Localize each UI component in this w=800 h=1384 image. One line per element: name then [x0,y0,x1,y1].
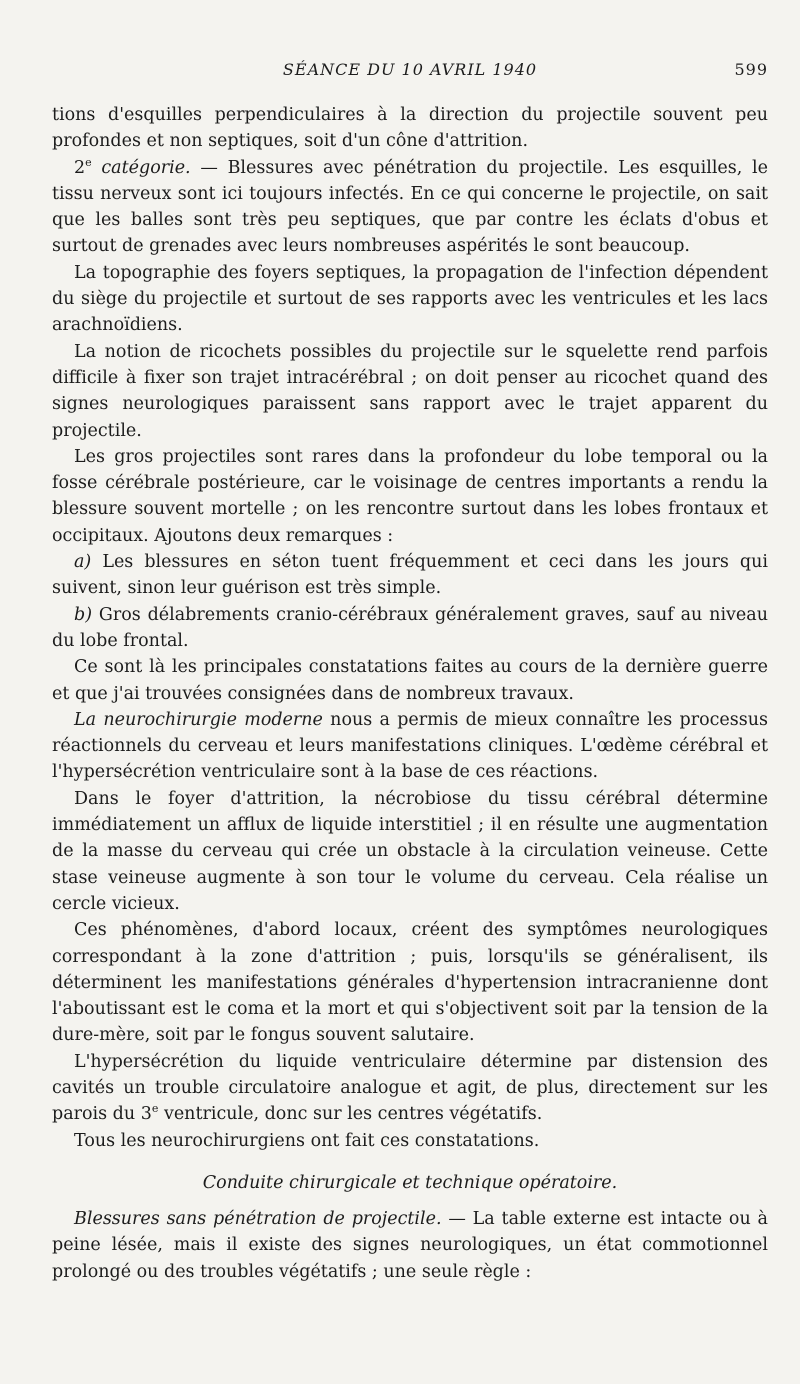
paragraph-topographie: La topographie des foyers septiques, la propagation de l'infection dépendent du siège du projectile et surtout de ses rapports avec les ventricules et les lacs arachnoïdiens. [52,262,768,336]
paragraph-category-2: 2e catégorie. — Blessures avec pénétration du projectile. Les esquilles, le tissu nerveux sont ici toujours infectés. En ce qui concerne le projectile, on sait que les balles sont très peu septiques, que par contre les éclats d'obus et surtout de grenades avec leurs nombreuses aspérités le sont beaucoup. [52,155,768,257]
paragraph-continuation: tions d'esquilles perpendiculaires à la direction du projectile souvent peu profondes et non septiques, soit d'un cône d'attrition. [52,105,768,152]
paragraph-phenomenes: Ces phénomènes, d'abord locaux, créent des symptômes neurologiques correspondant à la zone d'attrition ; puis, lorsqu'ils se généralisent, ils déterminent les manifestations générales d'hypertension intracranienne dont l'aboutissant est le coma et la mort et qui s'objectivent soit par la tension de la dure-mère, soit par le fongus souvent salutaire. [52,920,768,1046]
page [52,60,768,1285]
list-item-b: b) Gros délabrements cranio-cérébraux généralement graves, sauf au niveau du lobe frontal. [52,604,768,651]
paragraph-sans-penetration: Blessures sans pénétration de projectile. — La table externe est intacte ou à peine lésée, mais il existe des signes neurologiques, un état commotionnel prolongé ou des troubles végétatifs ; une seule règle : [52,1209,768,1282]
paragraph-neurochirurgiens: Tous les neurochirurgiens ont fait ces constatations. [74,1130,540,1151]
paragraph-foyer: Dans le foyer d'attrition, la nécrobiose du tissu cérébral détermine immédiatement un afflux de liquide interstitiel ; il en résulte une augmentation de la masse du cerveau qui crée un obstacle à la circulation veineuse. Cette stase veineuse augmente à son tour le volume du cerveau. Cela réalise un cercle vicieux. [52,788,768,914]
list-item-a: a) Les blessures en séton tuent fréquemment et ceci dans les jours qui suivent, sinon leur guérison est très simple. [52,552,768,599]
paragraph-hypersecretion: L'hypersécrétion du liquide ventriculaire détermine par distension des cavités un trouble circulatoire analogue et agit, de plus, directement sur les parois du 3e ventricule, donc sur les centres végétatifs. [52,1051,768,1125]
paragraph-constatations: Ce sont là les principales constatations faites au cours de la dernière guerre et que j'ai trouvées consignées dans de nombreux travaux. [52,657,768,704]
section-subheading: Conduite chirurgicale et technique opératoire. [202,1172,618,1193]
page-number: 599 [734,60,768,79]
running-title: SÉANCE DU 10 AVRIL 1940 [282,60,538,79]
body-text [52,102,768,1285]
paragraph-neurochirurgie: La neurochirurgie moderne nous a permis de mieux connaître les processus réactionnels du cerveau et leurs manifestations cliniques. L'œdème cérébral et l'hypersécrétion ventriculaire sont à la base de ces réactions. [52,709,768,783]
paragraph-ricochets: La notion de ricochets possibles du projectile sur le squelette rend parfois difficile à fixer son trajet intracérébral ; on doit penser au ricochet quand des signes neurologiques paraissent sans rapport avec le trajet apparent du projectile. [52,341,768,441]
paragraph-gros-projectiles: Les gros projectiles sont rares dans la profondeur du lobe temporal ou la fosse cérébrale postérieure, car le voisinage de centres importants a rendu la blessure souvent mortelle ; on les rencontre surtout dans les lobes frontaux et occipitaux. Ajoutons deux remarques : [52,446,768,546]
running-head [52,60,768,92]
